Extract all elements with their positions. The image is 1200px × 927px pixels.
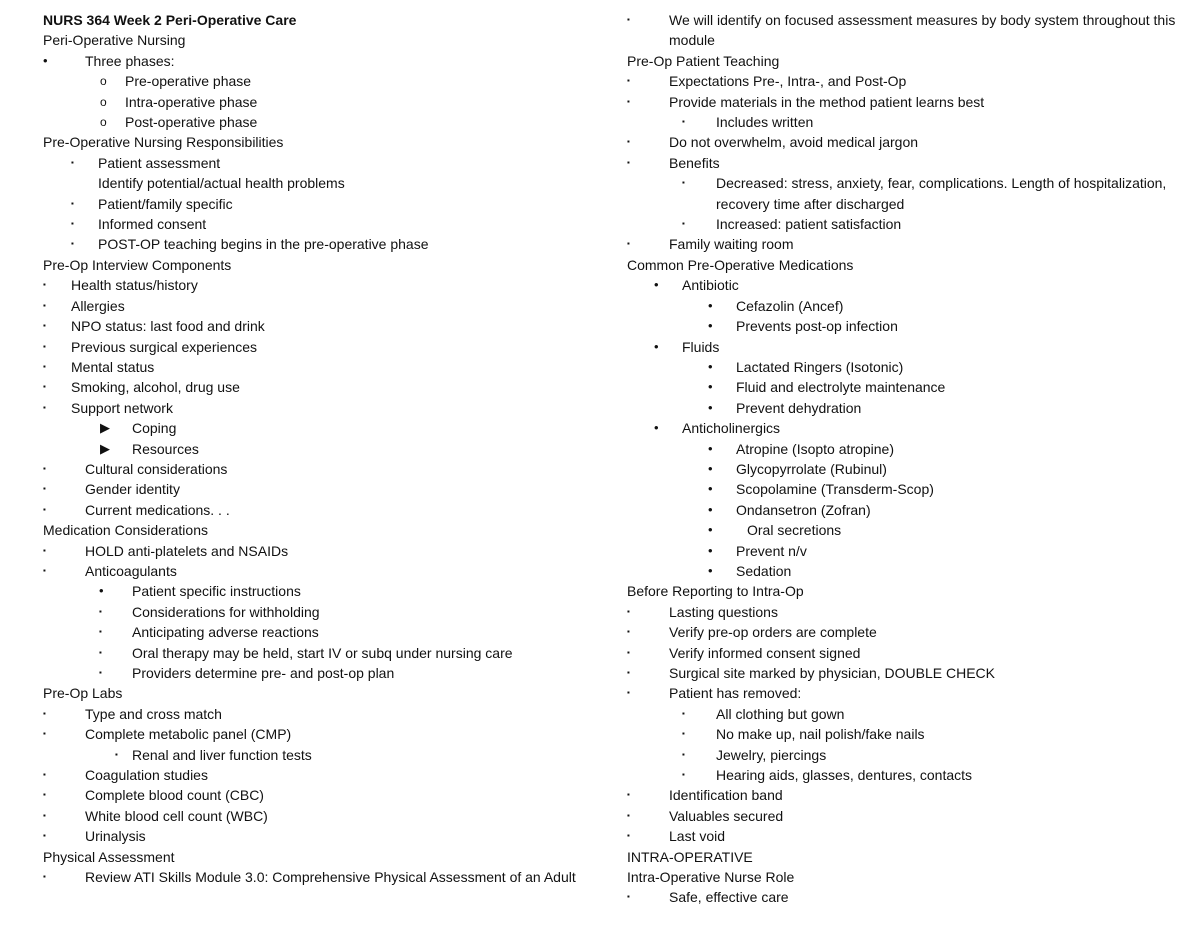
list-item: [43, 275, 603, 295]
item-text: Considerations for withholding: [132, 603, 320, 620]
dot-bullet-icon: •: [708, 542, 713, 558]
list-item: [43, 479, 603, 499]
item-text: Valuables secured: [669, 807, 784, 824]
item-text: Identify potential/actual health problems: [98, 175, 345, 192]
square-bullet-icon: ▪: [627, 15, 630, 24]
item-text: Anticoagulants: [85, 562, 177, 579]
list-item: [43, 806, 603, 826]
item-text: Post-operative phase: [125, 114, 258, 131]
item-text: Benefits: [669, 154, 720, 171]
square-bullet-icon: ▪: [627, 239, 630, 249]
item-text: INTRA-OPERATIVE: [627, 848, 753, 865]
square-bullet-icon: ▪: [43, 484, 46, 494]
item-text: NURS 364 Week 2 Peri-Operative Care: [43, 12, 297, 28]
square-bullet-icon: ▪: [627, 96, 630, 106]
item-text: White blood cell count (WBC): [85, 807, 268, 824]
item-text: Last void: [669, 828, 726, 845]
item-text: Patient/family specific: [98, 195, 233, 212]
item-text: Pre-Operative Nursing Responsibilities: [43, 134, 284, 151]
item-text: Before Reporting to Intra-Op: [627, 583, 804, 600]
item-text: Fluids: [682, 338, 720, 355]
section-heading: [43, 173, 603, 193]
section-heading: [43, 520, 603, 540]
list-item: [627, 275, 1192, 295]
square-bullet-icon: ▪: [43, 504, 46, 514]
square-bullet-icon: ▪: [627, 892, 630, 902]
square-bullet-icon: ▪: [99, 668, 102, 677]
item-text: Coagulation studies: [85, 767, 208, 784]
item-text: Oral secretions: [747, 522, 842, 539]
item-text: Intra-operative phase: [125, 93, 258, 110]
item-text: Antibiotic: [682, 277, 739, 294]
list-item: [627, 826, 1192, 846]
list-item: [43, 459, 603, 479]
list-item: [627, 459, 1192, 479]
dot-bullet-icon: •: [708, 460, 713, 476]
circle-bullet-icon: o: [100, 115, 107, 130]
dot-bullet-icon: •: [708, 318, 713, 334]
list-item: [43, 622, 603, 642]
list-item: [43, 112, 603, 132]
list-item: [43, 704, 603, 724]
item-text: Urinalysis: [85, 828, 146, 845]
list-item: [627, 500, 1192, 520]
square-bullet-icon: ▪: [43, 790, 46, 800]
item-text: Cultural considerations: [85, 460, 228, 477]
square-bullet-icon: ▪: [627, 688, 630, 698]
item-text: HOLD anti-platelets and NSAIDs: [85, 542, 289, 559]
list-item: [627, 398, 1192, 418]
list-item: [43, 724, 603, 744]
list-item: [43, 377, 603, 397]
square-bullet-icon: ▪: [682, 708, 685, 718]
item-text: Prevents post-op infection: [736, 318, 898, 335]
list-item: [43, 439, 603, 459]
item-text: Informed consent: [98, 216, 207, 233]
list-item: [43, 785, 603, 805]
square-bullet-icon: ▪: [627, 790, 630, 800]
square-bullet-icon: ▪: [71, 198, 74, 208]
item-text: Coping: [132, 420, 177, 437]
section-heading: [43, 255, 603, 275]
list-item: [627, 234, 1192, 254]
item-text: Medication Considerations: [43, 522, 208, 539]
list-item: [43, 296, 603, 316]
list-item: [627, 418, 1192, 438]
item-text: Complete metabolic panel (CMP): [85, 726, 292, 743]
list-item: [627, 561, 1192, 581]
section-heading: [43, 30, 603, 50]
square-bullet-icon: ▪: [43, 341, 46, 351]
list-item: [43, 214, 603, 234]
dot-bullet-icon: •: [708, 297, 713, 313]
item-text: Increased: patient satisfaction: [716, 216, 902, 233]
item-text: Expectations Pre-, Intra-, and Post-Op: [669, 73, 907, 90]
list-item: [43, 663, 603, 683]
item-text: Support network: [71, 399, 173, 416]
square-bullet-icon: ▪: [43, 280, 46, 290]
square-bullet-icon: ▪: [682, 117, 685, 127]
item-text: Pre-Op Patient Teaching: [627, 52, 780, 69]
item-text: POST-OP teaching begins in the pre-operative phase: [98, 236, 429, 253]
section-heading: [43, 847, 603, 867]
list-item: [627, 173, 1192, 214]
list-item: [43, 581, 603, 601]
list-item: [627, 806, 1192, 826]
list-item: [43, 500, 603, 520]
square-bullet-icon: ▪: [627, 157, 630, 167]
square-bullet-icon: ▪: [43, 382, 46, 392]
square-bullet-icon: ▪: [43, 463, 46, 473]
dot-bullet-icon: •: [708, 358, 713, 374]
section-heading: [627, 255, 1192, 275]
list-item: [627, 316, 1192, 336]
item-text: Prevent n/v: [736, 542, 807, 559]
item-text: Common Pre-Operative Medications: [627, 256, 854, 273]
list-item: [43, 398, 603, 418]
item-text: Type and cross match: [85, 705, 222, 722]
item-text: Pre-Op Labs: [43, 685, 123, 702]
dot-bullet-icon: •: [708, 481, 713, 497]
square-bullet-icon: ▪: [71, 157, 74, 167]
square-bullet-icon: ▪: [627, 606, 630, 616]
section-heading: [627, 867, 1192, 887]
square-bullet-icon: ▪: [43, 402, 46, 412]
square-bullet-icon: ▪: [43, 361, 46, 371]
item-text: NPO status: last food and drink: [71, 318, 265, 335]
list-item: [43, 602, 603, 622]
list-item: [43, 867, 603, 887]
list-item: [627, 622, 1192, 642]
square-bullet-icon: ▪: [115, 749, 118, 759]
list-item: [627, 765, 1192, 785]
item-text: Complete blood count (CBC): [85, 787, 264, 804]
list-item: [43, 337, 603, 357]
item-text: Mental status: [71, 358, 155, 375]
list-item: [627, 887, 1192, 907]
square-bullet-icon: ▪: [99, 627, 102, 637]
square-bullet-icon: ▪: [627, 831, 630, 841]
list-item: [627, 479, 1192, 499]
item-text: Glycopyrrolate (Rubinul): [736, 460, 887, 477]
list-item: [627, 10, 1192, 51]
item-text: Identification band: [669, 787, 783, 804]
list-item: [43, 92, 603, 112]
list-item: [43, 541, 603, 561]
list-item: [43, 316, 603, 336]
dot-bullet-icon: •: [654, 420, 659, 436]
item-text: Scopolamine (Transderm-Scop): [736, 481, 934, 498]
list-item: [43, 826, 603, 846]
dot-bullet-icon: •: [708, 522, 713, 538]
dot-bullet-icon: •: [708, 399, 713, 415]
item-text: Jewelry, piercings: [716, 746, 827, 763]
item-text: Providers determine pre- and post-op plan: [132, 665, 395, 681]
list-item: [43, 418, 603, 438]
item-text: Intra-Operative Nurse Role: [627, 869, 795, 886]
item-text: Decreased: stress, anxiety, fear, complications. Length of hospitalization, recovery time after discharged: [716, 175, 1167, 212]
item-text: Peri-Operative Nursing: [43, 32, 186, 49]
item-text: Smoking, alcohol, drug use: [71, 379, 240, 396]
item-text: Hearing aids, glasses, dentures, contacts: [716, 767, 973, 784]
item-text: Previous surgical experiences: [71, 338, 257, 355]
list-item: [627, 377, 1192, 397]
list-item: [43, 745, 603, 765]
item-text: Sedation: [736, 562, 792, 579]
right-column: [627, 10, 1192, 908]
item-text: Family waiting room: [669, 236, 794, 253]
dot-bullet-icon: •: [654, 277, 659, 293]
list-item: [43, 561, 603, 581]
list-item: [43, 765, 603, 785]
item-text: Current medications. . .: [85, 501, 230, 518]
square-bullet-icon: ▪: [627, 137, 630, 147]
list-item: [627, 112, 1192, 132]
list-item: [43, 357, 603, 377]
item-text: Patient specific instructions: [132, 583, 301, 600]
item-text: No make up, nail polish/fake nails: [716, 726, 925, 743]
section-heading: [627, 847, 1192, 867]
item-text: Anticipating adverse reactions: [132, 624, 319, 641]
item-text: Verify informed consent signed: [669, 644, 861, 661]
square-bullet-icon: ▪: [43, 321, 46, 331]
arrow-bullet-icon: ▶: [100, 420, 110, 436]
square-bullet-icon: ▪: [627, 810, 630, 820]
square-bullet-icon: ▪: [43, 708, 46, 718]
section-heading: [627, 51, 1192, 71]
square-bullet-icon: ▪: [627, 76, 630, 86]
square-bullet-icon: ▪: [71, 239, 74, 249]
item-text: Ondansetron (Zofran): [736, 501, 871, 518]
item-text: Resources: [132, 440, 199, 457]
list-item: [627, 296, 1192, 316]
item-text: Safe, effective care: [669, 889, 789, 906]
item-text: Allergies: [71, 297, 125, 314]
item-text: Patient assessment: [98, 154, 221, 171]
section-heading: [43, 132, 603, 152]
dot-bullet-icon: •: [43, 52, 48, 68]
list-item: [43, 153, 603, 173]
square-bullet-icon: ▪: [43, 770, 46, 780]
square-bullet-icon: ▪: [43, 729, 46, 739]
square-bullet-icon: ▪: [43, 300, 46, 310]
square-bullet-icon: ▪: [682, 770, 685, 780]
dot-bullet-icon: •: [708, 562, 713, 578]
item-text: Lactated Ringers (Isotonic): [736, 358, 904, 375]
item-text: Review ATI Skills Module 3.0: Comprehensive Physical Assessment of an Adult: [85, 869, 576, 886]
item-text: Surgical site marked by physician, DOUBLE CHECK: [669, 665, 996, 681]
page-title: [43, 10, 603, 30]
list-item: [43, 71, 603, 91]
item-text: Do not overwhelm, avoid medical jargon: [669, 134, 919, 151]
dot-bullet-icon: •: [708, 501, 713, 517]
square-bullet-icon: ▪: [43, 810, 46, 820]
dot-bullet-icon: •: [654, 338, 659, 354]
square-bullet-icon: ▪: [71, 219, 74, 229]
item-text: We will identify on focused assessment measures by body system throughout this module: [669, 12, 1176, 49]
list-item: [627, 541, 1192, 561]
list-item: [627, 439, 1192, 459]
item-text: Lasting questions: [669, 603, 778, 620]
dot-bullet-icon: •: [708, 440, 713, 456]
list-item: [43, 194, 603, 214]
item-text: Fluid and electrolyte maintenance: [736, 379, 946, 396]
item-text: Verify pre-op orders are complete: [669, 624, 877, 641]
list-item: [627, 92, 1192, 112]
section-heading: [627, 581, 1192, 601]
list-item: [627, 520, 1192, 540]
arrow-bullet-icon: ▶: [100, 440, 110, 456]
list-item: [627, 643, 1192, 663]
list-item: [627, 357, 1192, 377]
section-heading: [43, 683, 603, 703]
item-text: Physical Assessment: [43, 848, 175, 865]
list-item: [627, 132, 1192, 152]
dot-bullet-icon: •: [708, 379, 713, 395]
square-bullet-icon: ▪: [43, 872, 46, 882]
square-bullet-icon: ▪: [682, 219, 685, 229]
square-bullet-icon: ▪: [43, 545, 46, 555]
item-text: Prevent dehydration: [736, 399, 862, 416]
item-text: Pre-Op Interview Components: [43, 256, 232, 273]
list-item: [627, 724, 1192, 744]
item-text: All clothing but gown: [716, 705, 845, 722]
list-item: [627, 704, 1192, 724]
item-text: Renal and liver function tests: [132, 746, 312, 763]
square-bullet-icon: ▪: [43, 565, 46, 575]
square-bullet-icon: ▪: [627, 668, 630, 677]
item-text: Oral therapy may be held, start IV or subq under nursing care: [132, 644, 513, 661]
list-item: [627, 745, 1192, 765]
item-text: Gender identity: [85, 481, 180, 498]
square-bullet-icon: ▪: [627, 647, 630, 657]
list-item: [43, 234, 603, 254]
item-text: Three phases:: [85, 52, 175, 69]
list-item: [627, 602, 1192, 622]
square-bullet-icon: ▪: [682, 178, 685, 188]
list-item: [43, 51, 603, 71]
square-bullet-icon: ▪: [627, 627, 630, 637]
item-text: Health status/history: [71, 277, 198, 294]
list-item: [627, 683, 1192, 703]
square-bullet-icon: ▪: [682, 749, 685, 759]
item-text: Cefazolin (Ancef): [736, 297, 844, 314]
list-item: [627, 337, 1192, 357]
list-item: [627, 214, 1192, 234]
item-text: Atropine (Isopto atropine): [736, 440, 894, 457]
list-item: [627, 153, 1192, 173]
list-item: [627, 663, 1192, 683]
square-bullet-icon: ▪: [682, 729, 685, 739]
left-column: [43, 10, 603, 887]
list-item: [43, 643, 603, 663]
square-bullet-icon: ▪: [99, 647, 102, 657]
dot-bullet-icon: •: [99, 583, 104, 599]
item-text: Pre-operative phase: [125, 73, 252, 90]
list-item: [627, 785, 1192, 805]
item-text: Anticholinergics: [682, 420, 781, 437]
circle-bullet-icon: o: [100, 74, 107, 89]
square-bullet-icon: ▪: [43, 831, 46, 841]
square-bullet-icon: ▪: [99, 606, 102, 616]
item-text: Includes written: [716, 114, 814, 131]
item-text: Patient has removed:: [669, 685, 802, 702]
circle-bullet-icon: o: [100, 94, 107, 109]
list-item: [627, 71, 1192, 91]
item-text: Provide materials in the method patient learns best: [669, 93, 985, 110]
